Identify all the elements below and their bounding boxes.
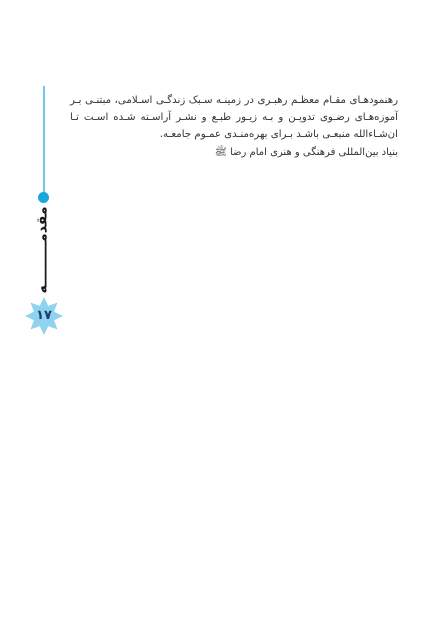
accent-dot bbox=[38, 192, 49, 203]
paragraph-text: رهنمودهـای مقـام معظـم رهبـری در زمینـه سـبک زندگـی اسـلامی، مبتنـی بـر آموزه‌هـای رضـوی تدویـن و بـه زیـور طبـع و نشـر آراسـته شـده اسـت تـا ان‌شـاءالله منبعـی باشـد بـرای بهره‌منـدی عمـوم جامعـه. bbox=[70, 95, 398, 140]
body-paragraph bbox=[70, 92, 398, 143]
vertical-accent-line bbox=[43, 86, 45, 193]
signature-line: بنیاد بین‌المللی فرهنگی و هنری امام رضا ﷺ bbox=[214, 147, 398, 158]
page-number-badge bbox=[24, 296, 64, 336]
chapter-title: مقدمـــــــــه bbox=[35, 206, 51, 294]
chapter-title-vertical bbox=[28, 204, 58, 296]
page-number: ۱۷ bbox=[36, 308, 52, 323]
